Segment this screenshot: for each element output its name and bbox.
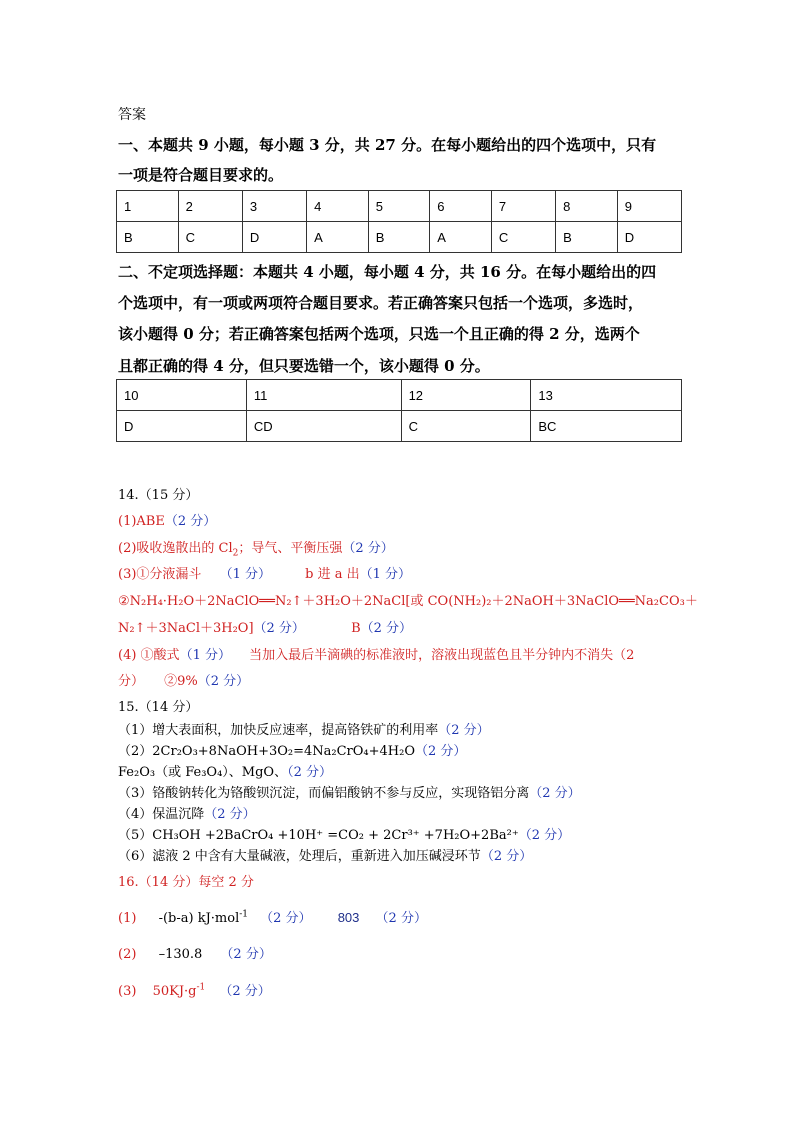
q14-part4	[118, 644, 634, 663]
q14-equation-score: （2 分）	[253, 621, 305, 636]
q14-part4-score-d: （2 分）	[197, 674, 250, 689]
q16-answer3	[118, 980, 271, 999]
table-row	[117, 411, 682, 442]
answer-cell: BC	[531, 411, 682, 442]
q14-part4-answer-a: (4) ①酸式	[118, 648, 180, 663]
q14-part4-continued	[118, 670, 249, 689]
q14-part1-answer: (1)ABE	[118, 514, 165, 529]
q16-answer1-value-text: -(b-a) kJ·mol	[158, 911, 240, 926]
q15-line5	[118, 803, 256, 822]
q14-part2-text-a: (2)吸收逸散出的 Cl	[118, 541, 233, 556]
q16-answer2-value: –130.8	[158, 947, 203, 962]
question-number: 11	[246, 380, 401, 411]
q14-equation-line1: ②N₂H₄·H₂O＋2NaClO══N₂↑＋3H₂O＋2NaCl[或 CO(NH₂)₂＋2NaOH＋3NaClO══Na₂CO₃＋	[118, 594, 698, 609]
answer-cell: C	[401, 411, 531, 442]
q15-line2-score: （2 分）	[415, 744, 467, 759]
q16-answer1-value2: 803	[337, 910, 360, 925]
q14-part1	[118, 510, 216, 529]
q14-equation-choice-score: （2 分）	[360, 621, 413, 636]
answer-cell: B	[556, 222, 618, 253]
section1-answer-table	[116, 190, 682, 253]
q15-line7	[118, 845, 532, 864]
answer-cell: D	[617, 222, 681, 253]
q16-answer3-superscript: -1	[196, 982, 206, 993]
question-number: 2	[178, 191, 242, 222]
q14-part3-score-b: （1 分）	[359, 567, 411, 582]
section2-instruction-line3: 该小题得 0 分；若正确答案包括两个选项，只选一个且正确的得 2 分，选两个	[118, 325, 640, 343]
q14-part4-score-a: （1 分）	[179, 648, 231, 663]
q14-equation-line2	[118, 617, 412, 636]
section1-instruction-line1: 一、本题共 9 小题，每小题 3 分，共 27 分。在每小题给出的四个选项中，只有	[118, 136, 657, 154]
q14-part3	[118, 563, 411, 582]
table-row	[117, 191, 682, 222]
q15-line1-text: （1）增大表面积，加快反应速率，提高铬铁矿的利用率	[118, 723, 439, 738]
answer-cell: A	[307, 222, 369, 253]
page-heading: 答案	[118, 107, 146, 123]
section2-instruction-line1: 二、不定项选择题：本题共 4 小题，每小题 4 分，共 16 分。在每小题给出的四	[118, 263, 657, 281]
q14-equation-choice: B	[351, 621, 361, 636]
q14-part3-score-a: （1 分）	[219, 567, 271, 582]
q14-equation-text: N₂↑＋3NaCl＋3H₂O]	[118, 621, 254, 636]
q14-part2	[118, 537, 394, 559]
q16-title: 16.（14 分）每空 2 分	[118, 875, 254, 890]
answer-cell: CD	[246, 411, 401, 442]
q15-line6	[118, 824, 570, 843]
question-number: 13	[531, 380, 682, 411]
q15-line6-text: （5）CH₃OH +2BaCrO₄ +10H⁺ =CO₂ + 2Cr³⁺ +7H₂O+2Ba²⁺	[118, 828, 519, 843]
q15-line7-text: （6）滤液 2 中含有大量碱液，处理后，重新进入加压碱浸环节	[118, 849, 481, 864]
q15-line4-text: （3）铬酸钠转化为铬酸钡沉淀，而偏铝酸钠不参与反应，实现铬铝分离	[118, 786, 530, 801]
section2-answer-table	[116, 379, 682, 442]
answer-cell: B	[117, 222, 179, 253]
q16-answer3-value	[153, 984, 206, 999]
question-number: 10	[117, 380, 247, 411]
q14-part2-subscript: 2	[232, 548, 239, 559]
q14-title: 14.（15 分）	[118, 488, 199, 503]
question-number: 9	[617, 191, 681, 222]
table-row	[117, 222, 682, 253]
question-number: 12	[401, 380, 531, 411]
q16-answer3-score: （2 分）	[219, 984, 271, 999]
q15-line3-score: （2 分）	[287, 765, 332, 780]
q15-line1-score: （2 分）	[438, 723, 490, 738]
answer-cell: C	[178, 222, 242, 253]
answer-cell: D	[117, 411, 247, 442]
q16-answer2-number: (2)	[118, 947, 137, 962]
q14-part4-answer-b: 当加入最后半滴碘的标准液时，溶液出现蓝色且半分钟内不消失（2	[249, 648, 635, 663]
q15-line1	[118, 719, 490, 738]
q15-line7-score: （2 分）	[480, 849, 533, 864]
question-number: 1	[117, 191, 179, 222]
q15-line3-text: Fe₂O₃（或 Fe₃O₄）、MgO、	[118, 765, 288, 780]
q16-answer2	[118, 943, 272, 962]
answer-cell: C	[491, 222, 555, 253]
question-number: 8	[556, 191, 618, 222]
q14-part4-answer-c: 分）	[118, 674, 145, 689]
q15-line4	[118, 782, 581, 801]
q14-part3-answer-a: (3)①分液漏斗	[118, 567, 202, 582]
q16-answer3-number: (3)	[118, 984, 137, 999]
q14-part2-answer	[118, 541, 343, 559]
q15-line4-score: （2 分）	[529, 786, 581, 801]
q14-part2-text-b: ；导气、平衡压强	[238, 541, 343, 556]
q16-answer1-number: (1)	[118, 911, 137, 926]
q14-part4-answer-d: ②9%	[164, 674, 198, 689]
q14-part3-answer-b: b 进 a 出	[305, 567, 360, 582]
q16-answer2-score: （2 分）	[220, 947, 272, 962]
q14-part2-score: （2 分）	[342, 541, 394, 556]
q16-answer1-score2: （2 分）	[375, 911, 427, 926]
q16-answer1	[118, 907, 427, 926]
q15-line5-text: （4）保温沉降	[118, 807, 205, 822]
question-number: 5	[368, 191, 430, 222]
q16-answer1-value	[159, 911, 248, 926]
q16-answer3-value-text: 50KJ·g	[152, 984, 197, 999]
q14-part1-score: （2 分）	[164, 514, 217, 529]
q16-answer1-superscript: -1	[239, 909, 249, 920]
q15-line2-text: （2）2Cr₂O₃+8NaOH+3O₂=4Na₂CrO₄+4H₂O	[118, 744, 416, 759]
q16-answer1-score: （2 分）	[260, 911, 312, 926]
q15-line6-score: （2 分）	[518, 828, 571, 843]
answer-cell: B	[368, 222, 430, 253]
q15-line5-score: （2 分）	[204, 807, 256, 822]
table-row	[117, 380, 682, 411]
answer-cell: A	[430, 222, 492, 253]
section1-instruction-line2: 一项是符合题目要求的。	[118, 166, 284, 184]
section2-instruction-line4: 且都正确的得 4 分，但只要选错一个，该小题得 0 分。	[118, 357, 490, 375]
answer-cell: D	[242, 222, 306, 253]
q15-title: 15.（14 分）	[118, 700, 199, 715]
q15-line2	[118, 740, 466, 759]
q15-line3	[118, 761, 332, 780]
question-number: 4	[307, 191, 369, 222]
question-number: 3	[242, 191, 306, 222]
question-number: 6	[430, 191, 492, 222]
section2-instruction-line2: 个选项中，有一项或两项符合题目要求。若正确答案只包括一个选项，多选时，	[118, 294, 644, 312]
question-number: 7	[491, 191, 555, 222]
